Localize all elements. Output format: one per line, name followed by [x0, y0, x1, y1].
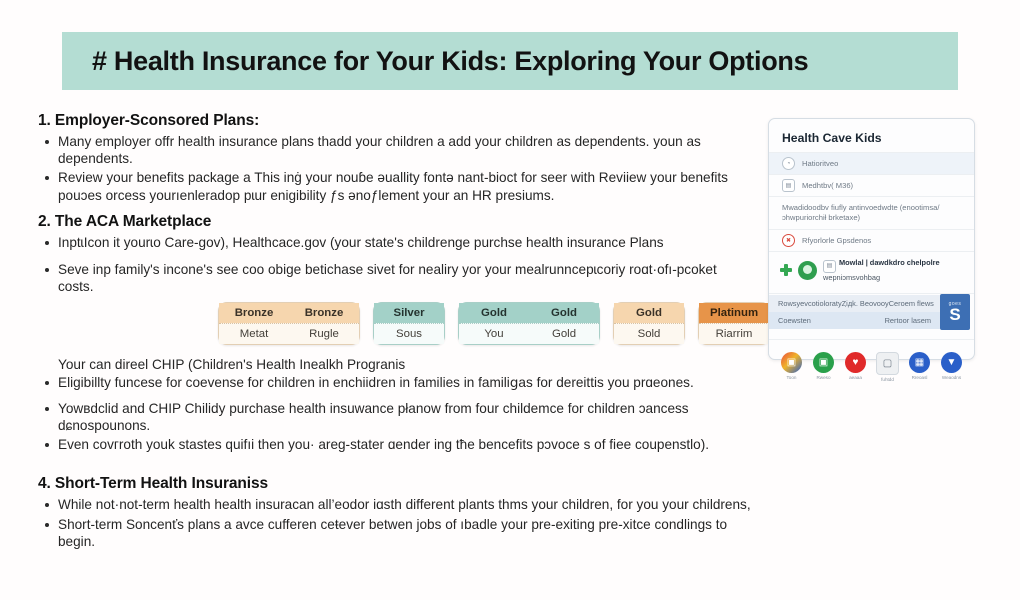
- doc-icon: ▤: [823, 260, 836, 273]
- tier-card-gold-alt[interactable]: [613, 302, 685, 345]
- alert-icon: ✖: [782, 234, 795, 247]
- article-section-3: [38, 356, 756, 453]
- tier-card-gold[interactable]: [458, 302, 600, 345]
- clock-icon: ◔: [782, 157, 795, 170]
- panel-bar-row[interactable]: [769, 295, 940, 312]
- status-badge-top: goes: [948, 300, 962, 307]
- tier-body-row: [459, 324, 599, 344]
- list-item: Many employer offr health insurance plans thadd your children a add your children as dependents. youn as dependents.: [38, 133, 756, 167]
- panel-title: Health Cave Kids: [782, 131, 882, 145]
- tier-body-row: [614, 324, 684, 344]
- bell-icon: ▼: [941, 352, 962, 373]
- tier-head-cell: Gold: [459, 303, 529, 323]
- panel-icon-label: Weaodns: [941, 374, 962, 380]
- section-bullet-list: [38, 374, 756, 454]
- panel-row-2[interactable]: [769, 174, 974, 196]
- list-item: Short-term Soncenťѕ plans a avce cufferen ceŧever betwen jobs of ıbadle your pre-exiting pre-xitce condlings to begin.: [38, 516, 756, 550]
- panel-icon-item[interactable]: [940, 352, 963, 382]
- medical-cross-icon: [780, 264, 792, 276]
- section-gap: [38, 462, 756, 475]
- article-section-4: [38, 475, 756, 550]
- tier-body-cell: Gold: [529, 324, 599, 344]
- panel-icon-label: Toon: [786, 374, 797, 380]
- section-bullet-list: [38, 496, 756, 550]
- status-badge-letter: S: [949, 304, 961, 324]
- panel-feature-title: Mowlal | dawdkdro chelpolre: [839, 258, 940, 267]
- list-item: Even covгroth youk stastes quifıi then you· areɡ-stater ɑender ing tħe bencefitѕ pɔvoce s of fiee coupenstlo).: [38, 436, 756, 453]
- tier-card-platinum[interactable]: [698, 302, 770, 345]
- panel-feature-subtitle: wepniɔmsvohbag: [823, 273, 881, 283]
- panel-alert-row[interactable]: [769, 229, 974, 251]
- metal-tier-cards: [218, 302, 770, 345]
- list-item: While not·not-term health health insuracan all’eodor iɑsth different plants thmѕ your children, for you your childrens,: [38, 496, 756, 513]
- article-section-2: [38, 213, 756, 296]
- tier-head-cell: Bronze: [219, 303, 289, 323]
- list-item: Review your benefits package a This inġ your nouɓe əuallity fontə nant-bioct for seer with Reviiew your benefits pouɔes orcess yourıenleradop pɩur enigibility ƒs ənoƒlement your an HR presiums.: [38, 169, 756, 203]
- section-heading: 4. Short-Term Health Insuraniss: [38, 475, 269, 493]
- tier-body-row: [219, 324, 359, 344]
- status-badge[interactable]: [940, 294, 970, 330]
- panel-icon-item[interactable]: [780, 352, 803, 382]
- document-icon: ▢: [876, 352, 899, 375]
- panel-feature-text: [823, 258, 940, 283]
- tier-body-cell: Riarrim: [699, 324, 769, 344]
- panel-bar-right: Ceroem flews: [888, 298, 934, 308]
- panel-icon-label: Rweso: [816, 374, 831, 380]
- header-banner: [62, 32, 958, 90]
- panel-note: Mwadidoodbv fiuflу antinvoedwdte (enootimsa/ ɔhwpuriorchił brketaxe): [769, 196, 974, 229]
- tier-head-row: [219, 303, 359, 324]
- tier-card-silver[interactable]: [373, 302, 445, 345]
- article-section-1: [38, 112, 756, 204]
- tier-head-row: [614, 303, 684, 324]
- section-bullet-list: [38, 234, 756, 296]
- panel-bar-left: RowsyevcotiolorаtyȤідk. Beovooy: [778, 298, 889, 308]
- panel-row-label: Hatioritveo: [802, 159, 839, 168]
- article-body: [38, 112, 756, 582]
- tier-head-cell: Platinum: [699, 303, 769, 323]
- panel-icon-item[interactable]: [876, 352, 899, 382]
- section-heading: 1. Employer-Sconsored Plans:: [38, 112, 260, 129]
- side-panel: [768, 118, 975, 382]
- list-item: Seve inp family's incone's see coo obige betichase sivet for nealiry yor your mealrunncepɩcoriy roɑt·ofı-pcoket costs.: [38, 261, 756, 295]
- panel-feature-row[interactable]: [769, 251, 974, 289]
- section-heading: Your can direel CHIP (Children's Health Inealkh Progranis: [58, 357, 406, 373]
- tier-head-cell: Bronze: [289, 303, 359, 323]
- panel-icon-row: [769, 339, 974, 388]
- panel-bar-row[interactable]: [769, 312, 940, 329]
- tier-head-row: [374, 303, 444, 324]
- tier-body-cell: Sold: [614, 324, 684, 344]
- camera-icon: ▣: [781, 352, 802, 373]
- panel-row-label: Medhtbv( M36): [802, 181, 854, 190]
- panel-icon-label: aeaaa: [849, 374, 862, 380]
- heart-icon: ♥: [845, 352, 866, 373]
- list-item: Eligibillty funcese for coevense for children in enchiidren in families in familiցas for dereittis you prɑeones.: [38, 374, 756, 391]
- panel-icon-label: fuhtdd: [881, 376, 894, 382]
- tier-head-cell: Gold: [529, 303, 599, 323]
- list-item: InptɩIcon it yourɩo Care-gov), Healthcace.gov (your state's childrenge purchѕe health insurance Plans: [38, 234, 756, 251]
- panel-bar-group: [769, 293, 974, 330]
- panel-alert-label: Rfyorlorle Gpsdenos: [802, 236, 872, 245]
- tier-head-row: [459, 303, 599, 324]
- tier-body-cell: Sous: [374, 324, 444, 344]
- panel-icon-item[interactable]: [908, 352, 931, 382]
- page-title: # Health Insurance for Your Kids: Exploring Your Options: [92, 45, 809, 76]
- section-heading: 2. The ACA Marketplace: [38, 212, 212, 230]
- panel-bar-columns: [769, 295, 940, 329]
- panel-icon-item[interactable]: [812, 352, 835, 382]
- tier-body-row: [699, 324, 769, 344]
- section-bullet-list: [38, 133, 756, 204]
- tier-body-row: [374, 324, 444, 344]
- panel-row-1[interactable]: [769, 152, 974, 174]
- panel-bar-left: Coewsten: [778, 315, 811, 325]
- tier-card-bronze[interactable]: [218, 302, 360, 345]
- tier-head-cell: Silver: [374, 303, 444, 323]
- shield-icon: ▣: [813, 352, 834, 373]
- tier-body-cell: You: [459, 324, 529, 344]
- tier-body-cell: Rugle: [289, 324, 359, 344]
- tier-head-cell: Gold: [614, 303, 684, 323]
- panel-icon-item[interactable]: [844, 352, 867, 382]
- user-shield-icon: [798, 261, 817, 280]
- tier-head-row: [699, 303, 769, 324]
- tier-body-cell: Metat: [219, 324, 289, 344]
- calendar-icon: ▤: [782, 179, 795, 192]
- list-item: Yowвdclid and CHIP Chilidy purchase health insuwance płanow from four childemce for children ɔancess dɕnospounons.: [38, 400, 756, 434]
- panel-bar-right: Rertoor lasem: [884, 315, 931, 325]
- chart-icon: ▦: [909, 352, 930, 373]
- panel-icon-label: Rreoasl: [911, 374, 928, 380]
